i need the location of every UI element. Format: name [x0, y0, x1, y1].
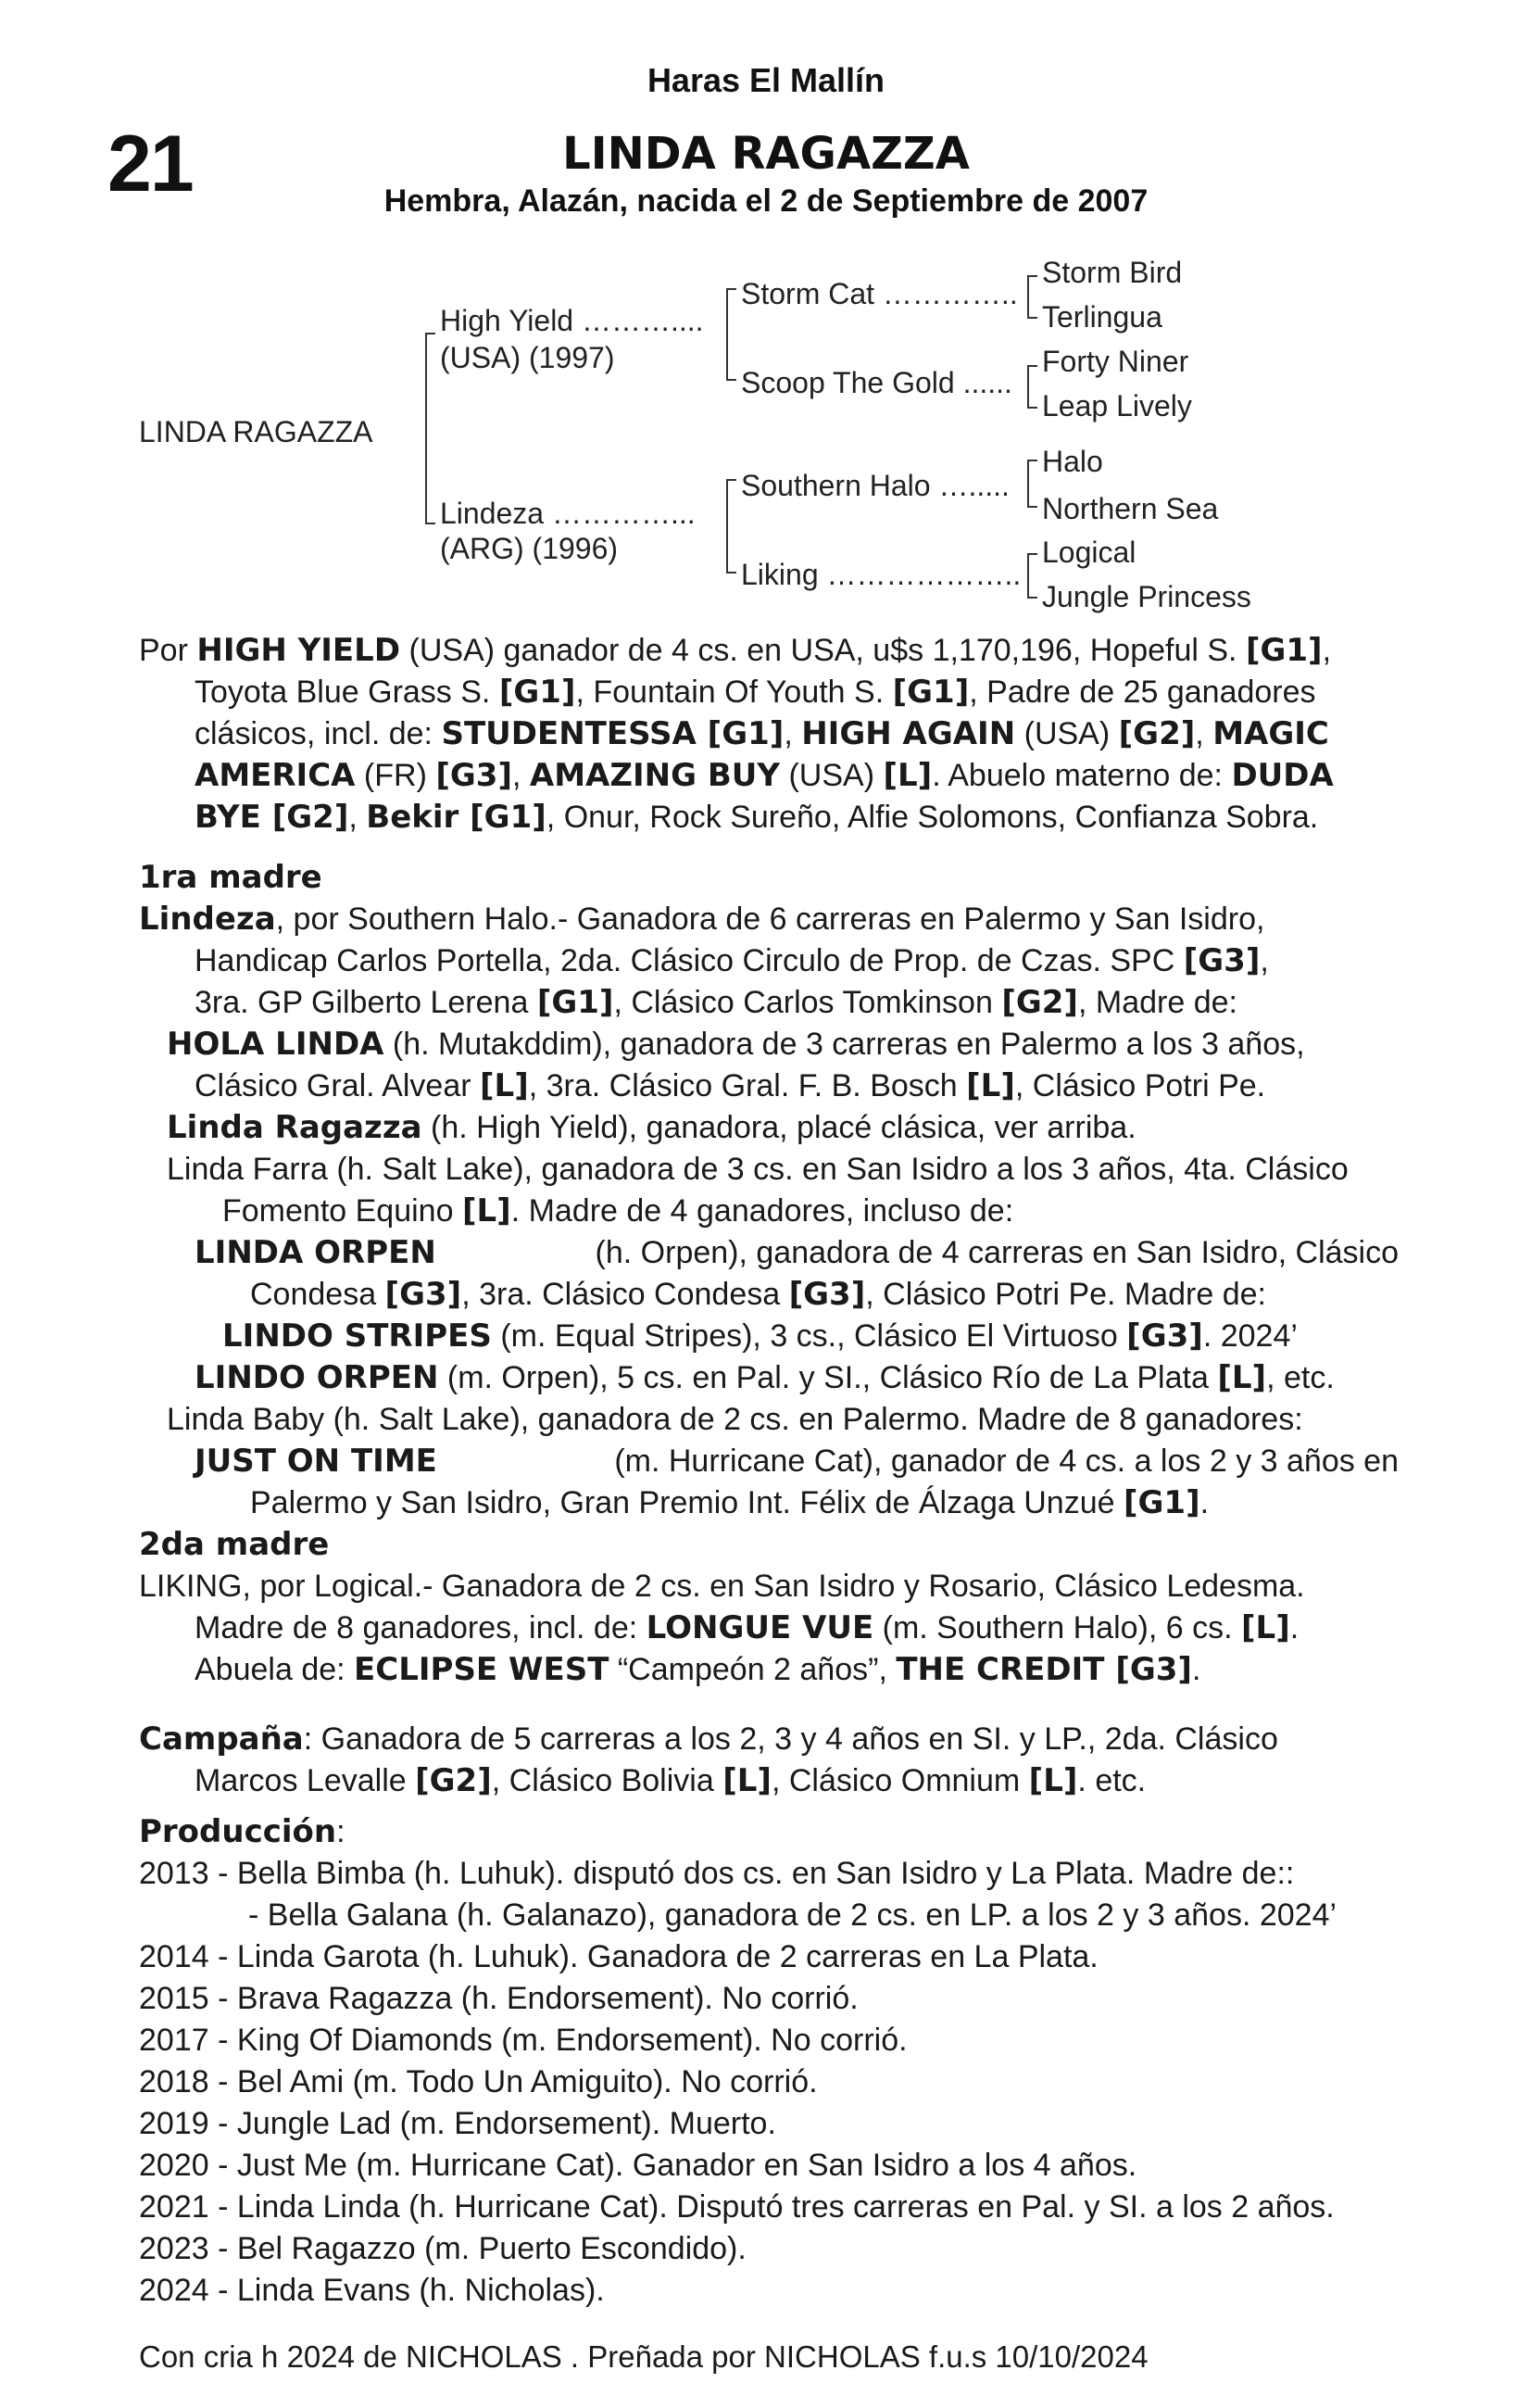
second-dam-section: 2da madre LIKING, por Logical.- Ganadora de 2 cs. en San Isidro y Rosario, Clásico Ledesma. Madre de 8 ganadores, incl. de: LONGUE VUE (m. Southern Halo), 6 cs. [L]. Abuela de: ECLIPSE WEST “Campeón 2 años”, THE CREDIT [G3]. — [139, 1524, 1399, 1691]
pedigree-sire-sire: Storm Cat ………….. — [741, 277, 1018, 310]
production-item: 2013 - Bella Bimba (h. Luhuk). disputó dos cs. en San Isidro y La Plata. Madre de:: — [139, 1856, 1295, 1891]
pedigree-dam-dam: Liking ……………….. — [741, 558, 1022, 591]
pedigree-gg-3: Forty Niner — [1042, 345, 1189, 378]
pedigree-gg-6: Northern Sea — [1042, 492, 1219, 525]
production-item: - Bella Galana (h. Galanazo), ganadora de 2 cs. en LP. a los 2 y 3 años. 2024’ — [248, 1897, 1337, 1933]
pedigree-subject: LINDA RAGAZZA — [139, 415, 373, 448]
lot-number: 21 — [107, 120, 193, 208]
first-dam-heading: 1ra madre — [139, 859, 322, 896]
production-item: 2023 - Bel Ragazzo (m. Puerto Escondido). — [139, 2231, 747, 2266]
horse-name: LINDA RAGAZZA — [562, 128, 970, 180]
pedigree-gg-1: Storm Bird — [1042, 256, 1183, 289]
pedigree-gg-7: Logical — [1042, 536, 1136, 569]
production-item: 2017 - King Of Diamonds (m. Endorsement). No corrió. — [139, 2023, 908, 2058]
production-item: 2019 - Jungle Lad (m. Endorsement). Muerto. — [139, 2106, 776, 2141]
campaign-heading: Campaña — [139, 1721, 304, 1758]
pedigree-brackets — [0, 0, 1532, 630]
production-item: 2024 - Linda Evans (h. Nicholas). — [139, 2273, 605, 2308]
production-item: 2015 - Brava Ragazza (h. Endorsement). No corrió. — [139, 1981, 859, 2016]
production-item: 2020 - Just Me (m. Hurricane Cat). Ganador en San Isidro a los 4 años. — [139, 2148, 1137, 2183]
production-item: 2018 - Bel Ami (m. Todo Un Amiguito). No corrió. — [139, 2064, 818, 2099]
pedigree-gg-2: Terlingua — [1042, 300, 1162, 334]
first-dam-section: 1ra madre Lindeza, por Southern Halo.- Ganadora de 6 carreras en Palermo y San Isidro, Handicap Carlos Portella, 2da. Clásico Circulo de Prop. de Czas. SPC [G3], 3ra. GP Gilberto Lerena [G1], Clásico Carlos Tomkinson [G2], Madre de: HOLA LINDA (h. Mutakddim), ganadora de 3 carreras en Palermo a los 3 años, Clásico Gral. Alvear [L], 3ra. Clásico Gral. F. B. Bosch [L], Clásico Potri Pe. Linda Ragazza (h. High Yield), ganadora, placé clásica, ver arriba. Linda Farra (h. Salt Lake), ganadora de 3 cs. en San Isidro a los 3 años, 4ta. Clásico Fomento Equino [L]. Madre de 4 ganadores, incluso de: LINDA ORPEN (h. Orpen), ganadora de 4 carreras en San Isidro, Clásico Condesa [G3], 3ra. Clásico Condesa [G3], Clásico Potri Pe. Madre de: LINDO STRIPES (m. Equal Stripes), 3 cs., Clásico El Virtuoso [G3]. 2024’ LINDO ORPEN (m. Orpen), 5 cs. en Pal. y SI., Clásico Río de La Plata [L], etc. Linda Baby (h. Salt Lake), ganadora de 2 cs. en Palermo. Madre de 8 ganadores: JUST ON TIME (m. Hurricane Cat), ganador de 4 cs. a los 2 y 3 años en Palermo y San Isidro, Gran Premio Int. Félix de Álzaga Unzué [G1]. — [139, 859, 1399, 1521]
pedigree-dam: Lindeza …………... — [440, 497, 696, 530]
production-heading: Producción — [139, 1813, 337, 1850]
production-section: Producción: 2013 - Bella Bimba (h. Luhuk). disputó dos cs. en San Isidro y La Plata. Madre de:: - Bella Galana (h. Galanazo), ganadora de 2 cs. en LP. a los 2 y 3 años. 2024’ 2014 - Linda Garota (h. Luhuk). Ganadora de 2 carreras en La Plata. 2015 - Brava Ragazza (h. Endorsement). No corrió. 2017 - King Of Diamonds (m. Endorsement). No corrió. 2018 - Bel Ami (m. Todo Un Amiguito). No corrió. 2019 - Jungle Lad (m. Endorsement). Muerto. 2020 - Just Me (m. Hurricane Cat). Ganador en San Isidro a los 4 años. 2021 - Linda Linda (h. Hurricane Cat). Disputó tres carreras en Pal. y SI. a los 2 años. 2023 - Bel Ragazzo (m. Puerto Escondido). 2024 - Linda Evans (h. Nicholas). — [139, 1811, 1436, 2312]
production-item: 2021 - Linda Linda (h. Hurricane Cat). Disputó tres carreras en Pal. y SI. a los 2 años. — [139, 2189, 1335, 2225]
production-footer: Con cria h 2024 de NICHOLAS . Preñada por NICHOLAS f.u.s 10/10/2024 — [139, 2339, 1149, 2374]
pedigree-gg-8: Jungle Princess — [1042, 580, 1251, 613]
breeder-name: Haras El Mallín — [647, 61, 885, 99]
pedigree-dam-sire: Southern Halo …..... — [741, 469, 1010, 502]
pedigree-sire-origin: (USA) (1997) — [440, 341, 615, 374]
pedigree-gg-4: Leap Lively — [1042, 389, 1192, 422]
pedigree-gg-5: Halo — [1042, 445, 1103, 478]
pedigree-dam-origin: (ARG) (1996) — [440, 532, 619, 565]
pedigree-sire: High Yield ……….... — [440, 304, 704, 337]
campaign-section: Campaña: Ganadora de 5 carreras a los 2, 3 y 4 años en SI. y LP., 2da. Clásico Marcos Levalle [G2], Clásico Bolivia [L], Clásico Omnium [L]. etc. — [139, 1721, 1278, 1799]
second-dam-heading: 2da madre — [139, 1526, 330, 1563]
pedigree-sire-dam: Scoop The Gold ...... — [741, 366, 1012, 399]
horse-description: Hembra, Alazán, nacida el 2 de Septiembre de 2007 — [383, 183, 1149, 219]
production-item: 2014 - Linda Garota (h. Luhuk). Ganadora de 2 carreras en La Plata. — [139, 1939, 1099, 1974]
sire-paragraph: Por HIGH YIELD (USA) ganador de 4 cs. en USA, u$s 1,170,196, Hopeful S. [G1], Toyota Blue Grass S. [G1], Fountain Of Youth S. [G1], Padre de 25 ganadores clásicos, incl. de: STUDENTESSA [G1], HIGH AGAIN (USA) [G2], MAGIC AMERICA (FR) [G3], AMAZING BUY (USA) [L]. Abuelo materno de: DUDA BYE [G2], Bekir [G1], Onur, Rock Sureño, Alfie Solomons, Confianza Sobra. — [139, 632, 1334, 836]
